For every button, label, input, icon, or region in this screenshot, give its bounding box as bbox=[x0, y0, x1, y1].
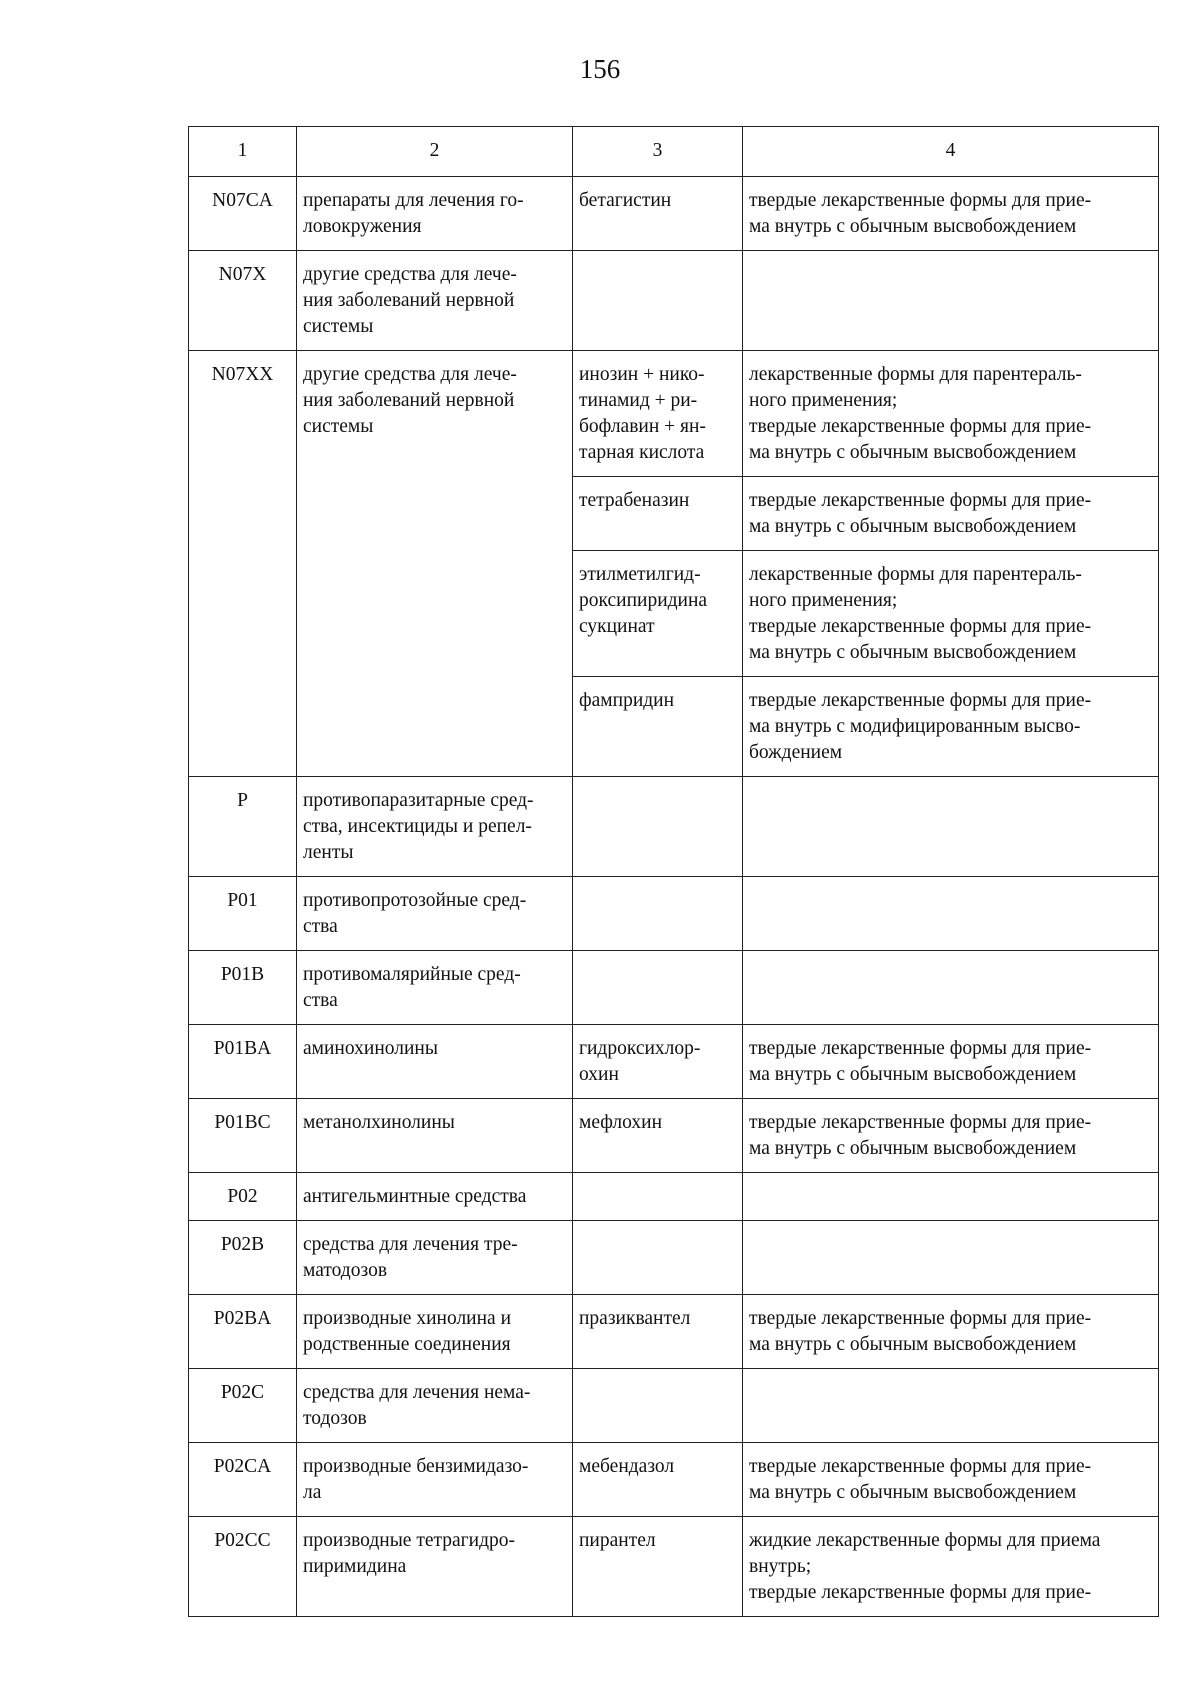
atc-code-cell: N07CA bbox=[189, 177, 297, 251]
cell-line: бождением bbox=[749, 742, 843, 763]
group-name-cell bbox=[297, 1099, 573, 1173]
cell-line: производные хинолина и bbox=[303, 1308, 512, 1329]
atc-code-cell: N07XX bbox=[189, 351, 297, 777]
atc-code-cell: P01BA bbox=[189, 1025, 297, 1099]
dosage-form-cell bbox=[743, 877, 1159, 951]
cell-line: пиримидина bbox=[303, 1556, 407, 1577]
cell-line: ловокружения bbox=[303, 216, 422, 237]
table-row bbox=[189, 777, 1159, 877]
drug-name-cell bbox=[573, 351, 743, 477]
cell-line: средства для лечения тре- bbox=[303, 1234, 518, 1255]
cell-line: ленты bbox=[303, 842, 354, 863]
cell-line: системы bbox=[303, 416, 374, 437]
column-header-1: 1 bbox=[189, 127, 297, 177]
cell-line: лекарственные формы для парентераль- bbox=[749, 564, 1082, 585]
cell-line: производные бензимидазо- bbox=[303, 1456, 529, 1477]
drug-name-cell bbox=[573, 1025, 743, 1099]
cell-line: ства bbox=[303, 916, 338, 937]
group-name-cell bbox=[297, 877, 573, 951]
cell-line: ма внутрь с обычным высвобождением bbox=[749, 642, 1077, 663]
table-row bbox=[189, 351, 1159, 477]
table-row bbox=[189, 951, 1159, 1025]
dosage-form-cell bbox=[743, 477, 1159, 551]
group-name-cell bbox=[297, 1443, 573, 1517]
cell-line: этилметилгид- bbox=[579, 564, 701, 585]
cell-line: фампридин bbox=[579, 690, 675, 711]
drug-name-cell bbox=[573, 177, 743, 251]
drug-name-cell bbox=[573, 1221, 743, 1295]
cell-line: жидкие лекарственные формы для приема bbox=[749, 1530, 1101, 1551]
cell-line: ма внутрь с обычным высвобождением bbox=[749, 1064, 1077, 1085]
table-row bbox=[189, 1517, 1159, 1617]
dosage-form-cell bbox=[743, 1221, 1159, 1295]
table-row bbox=[189, 877, 1159, 951]
atc-code-cell: P01B bbox=[189, 951, 297, 1025]
table-row bbox=[189, 1369, 1159, 1443]
group-name-cell bbox=[297, 1221, 573, 1295]
drug-name-cell bbox=[573, 951, 743, 1025]
cell-line: препараты для лечения го- bbox=[303, 190, 524, 211]
cell-line: тарная кислота bbox=[579, 442, 705, 463]
cell-line: твердые лекарственные формы для прие- bbox=[749, 1038, 1092, 1059]
drug-name-cell bbox=[573, 1173, 743, 1221]
cell-line: мебендазол bbox=[579, 1456, 675, 1477]
page-number: 156 bbox=[579, 54, 621, 84]
dosage-form-cell bbox=[743, 951, 1159, 1025]
cell-line: гидроксихлор- bbox=[579, 1038, 701, 1059]
cell-line: тодозов bbox=[303, 1408, 367, 1429]
drug-name-cell bbox=[573, 677, 743, 777]
cell-line: производные тетрагидро- bbox=[303, 1530, 516, 1551]
cell-line: тинамид + ри- bbox=[579, 390, 698, 411]
group-name-cell bbox=[297, 1517, 573, 1617]
drug-name-cell bbox=[573, 1099, 743, 1173]
cell-line: ма внутрь с обычным высвобождением bbox=[749, 516, 1077, 537]
cell-line: ма внутрь с модифицированным высво- bbox=[749, 716, 1081, 737]
column-header-3: 3 bbox=[573, 127, 743, 177]
group-name-cell bbox=[297, 1295, 573, 1369]
drug-name-cell bbox=[573, 477, 743, 551]
cell-line: твердые лекарственные формы для прие- bbox=[749, 1112, 1092, 1133]
group-name-cell bbox=[297, 1173, 573, 1221]
table-header-row bbox=[189, 127, 1159, 177]
cell-line: твердые лекарственные формы для прие- bbox=[749, 1308, 1092, 1329]
group-name-cell bbox=[297, 351, 573, 777]
table-row bbox=[189, 177, 1159, 251]
dosage-form-cell bbox=[743, 1099, 1159, 1173]
dosage-form-cell bbox=[743, 251, 1159, 351]
cell-line: антигельминтные средства bbox=[303, 1186, 527, 1207]
cell-line: ного применения; bbox=[749, 590, 898, 611]
atc-code-cell: P02BA bbox=[189, 1295, 297, 1369]
table-body bbox=[189, 177, 1159, 1617]
cell-line: родственные соединения bbox=[303, 1334, 511, 1355]
cell-line: ма внутрь с обычным высвобождением bbox=[749, 442, 1077, 463]
cell-line: противопаразитарные сред- bbox=[303, 790, 534, 811]
table-row bbox=[189, 1099, 1159, 1173]
atc-code-cell: P02CA bbox=[189, 1443, 297, 1517]
table-row bbox=[189, 1025, 1159, 1099]
cell-line: другие средства для лече- bbox=[303, 264, 517, 285]
cell-line: празиквантел bbox=[579, 1308, 691, 1329]
atc-code-cell: P02CC bbox=[189, 1517, 297, 1617]
drug-name-cell bbox=[573, 551, 743, 677]
dosage-form-cell bbox=[743, 1443, 1159, 1517]
atc-code-cell: P bbox=[189, 777, 297, 877]
group-name-cell bbox=[297, 1025, 573, 1099]
cell-line: ного применения; bbox=[749, 390, 898, 411]
dosage-form-cell bbox=[743, 777, 1159, 877]
cell-line: сукцинат bbox=[579, 616, 655, 637]
cell-line: бетагистин bbox=[579, 190, 672, 211]
drug-name-cell bbox=[573, 1443, 743, 1517]
drug-name-cell bbox=[573, 1369, 743, 1443]
cell-line: пирантел bbox=[579, 1530, 656, 1551]
cell-line: ства bbox=[303, 990, 338, 1011]
drug-name-cell bbox=[573, 1517, 743, 1617]
cell-line: матодозов bbox=[303, 1260, 388, 1281]
cell-line: твердые лекарственные формы для прие- bbox=[749, 1582, 1092, 1603]
table-row bbox=[189, 251, 1159, 351]
cell-line: другие средства для лече- bbox=[303, 364, 517, 385]
cell-line: средства для лечения нема- bbox=[303, 1382, 531, 1403]
dosage-form-cell bbox=[743, 551, 1159, 677]
dosage-form-cell bbox=[743, 1517, 1159, 1617]
atc-code-cell: P02B bbox=[189, 1221, 297, 1295]
cell-line: твердые лекарственные формы для прие- bbox=[749, 1456, 1092, 1477]
drug-name-cell bbox=[573, 877, 743, 951]
group-name-cell bbox=[297, 777, 573, 877]
atc-code-cell: P01BC bbox=[189, 1099, 297, 1173]
dosage-form-cell bbox=[743, 351, 1159, 477]
drug-table bbox=[188, 126, 1159, 1617]
column-header-2: 2 bbox=[297, 127, 573, 177]
cell-line: ма внутрь с обычным высвобождением bbox=[749, 1334, 1077, 1355]
group-name-cell bbox=[297, 1369, 573, 1443]
cell-line: твердые лекарственные формы для прие- bbox=[749, 416, 1092, 437]
cell-line: охин bbox=[579, 1064, 619, 1085]
cell-line: ства, инсектициды и репел- bbox=[303, 816, 532, 837]
table-row bbox=[189, 1443, 1159, 1517]
drug-name-cell bbox=[573, 777, 743, 877]
dosage-form-cell bbox=[743, 1295, 1159, 1369]
atc-code-cell: P02C bbox=[189, 1369, 297, 1443]
cell-line: метанолхинолины bbox=[303, 1112, 455, 1133]
cell-line: мефлохин bbox=[579, 1112, 662, 1133]
table-row bbox=[189, 1221, 1159, 1295]
table-row bbox=[189, 1173, 1159, 1221]
cell-line: лекарственные формы для парентераль- bbox=[749, 364, 1082, 385]
cell-line: аминохинолины bbox=[303, 1038, 438, 1059]
cell-line: твердые лекарственные формы для прие- bbox=[749, 490, 1092, 511]
atc-code-cell: P01 bbox=[189, 877, 297, 951]
dosage-form-cell bbox=[743, 1369, 1159, 1443]
cell-line: ния заболеваний нервной bbox=[303, 290, 515, 311]
atc-code-cell: P02 bbox=[189, 1173, 297, 1221]
cell-line: ла bbox=[303, 1482, 322, 1503]
drug-name-cell bbox=[573, 1295, 743, 1369]
drug-name-cell bbox=[573, 251, 743, 351]
cell-line: бофлавин + ян- bbox=[579, 416, 706, 437]
cell-line: роксипиридина bbox=[579, 590, 708, 611]
cell-line: твердые лекарственные формы для прие- bbox=[749, 690, 1092, 711]
atc-code-cell: N07X bbox=[189, 251, 297, 351]
group-name-cell bbox=[297, 951, 573, 1025]
cell-line: системы bbox=[303, 316, 374, 337]
dosage-form-cell bbox=[743, 177, 1159, 251]
cell-line: внутрь; bbox=[749, 1556, 812, 1577]
cell-line: ния заболеваний нервной bbox=[303, 390, 515, 411]
cell-line: ма внутрь с обычным высвобождением bbox=[749, 1482, 1077, 1503]
table-row bbox=[189, 1295, 1159, 1369]
cell-line: тетрабеназин bbox=[579, 490, 690, 511]
column-header-4: 4 bbox=[743, 127, 1159, 177]
dosage-form-cell bbox=[743, 1173, 1159, 1221]
dosage-form-cell bbox=[743, 677, 1159, 777]
cell-line: твердые лекарственные формы для прие- bbox=[749, 616, 1092, 637]
group-name-cell bbox=[297, 177, 573, 251]
cell-line: твердые лекарственные формы для прие- bbox=[749, 190, 1092, 211]
cell-line: противопротозойные сред- bbox=[303, 890, 527, 911]
group-name-cell bbox=[297, 251, 573, 351]
table-header bbox=[189, 127, 1159, 177]
cell-line: инозин + нико- bbox=[579, 364, 705, 385]
cell-line: противомалярийные сред- bbox=[303, 964, 521, 985]
cell-line: ма внутрь с обычным высвобождением bbox=[749, 1138, 1077, 1159]
dosage-form-cell bbox=[743, 1025, 1159, 1099]
cell-line: ма внутрь с обычным высвобождением bbox=[749, 216, 1077, 237]
